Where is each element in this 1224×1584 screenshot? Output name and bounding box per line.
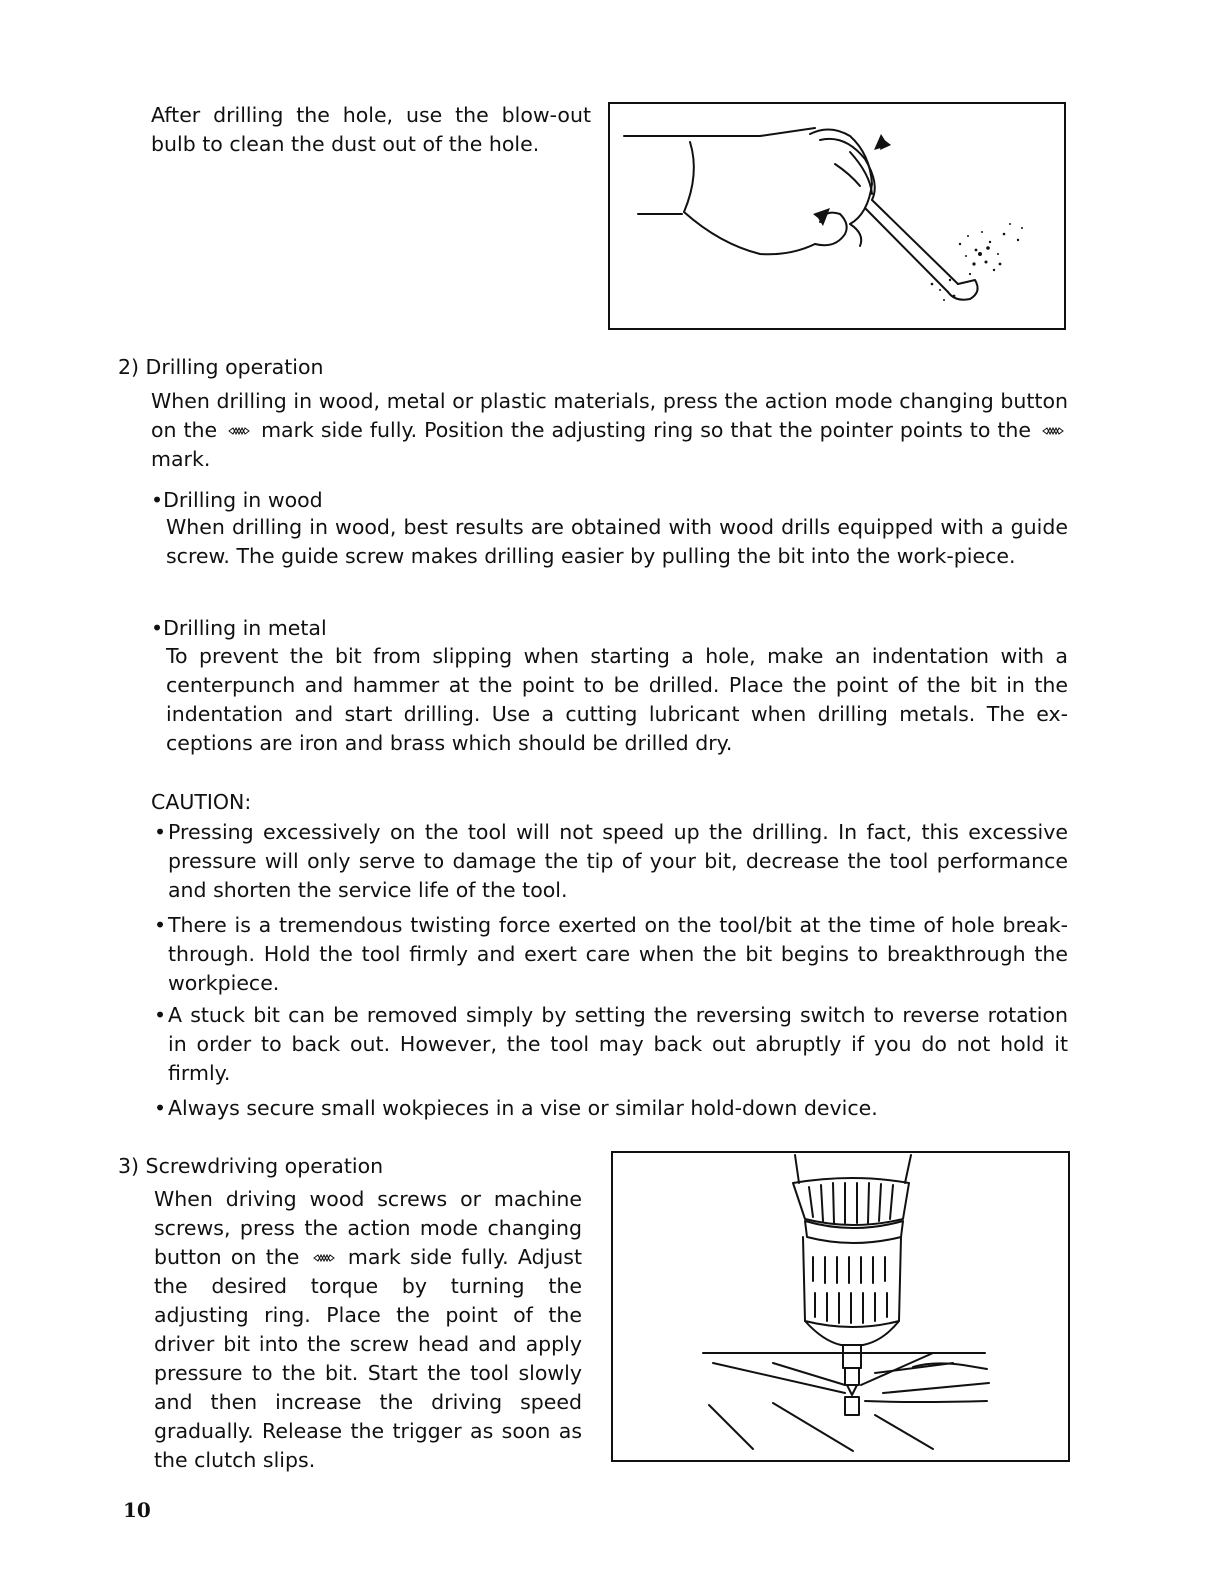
bullet-icon: • [151,488,164,512]
section-3-heading: 3) Screwdriving operation [118,1154,384,1178]
bullet-icon: • [151,616,164,640]
intro-paragraph [151,101,591,159]
section-2-text-a: When drilling in wood, metal or plastic materials, press the action mode changing button on the [151,389,1068,442]
section-2-text-b: mark side fully. Position the adjusting ring so that the pointer points to the [261,418,1031,442]
intro-text: After drilling the hole, use the blow-out bulb to clean the dust out of the hole. [151,103,591,156]
caution-item [154,818,1068,905]
section-3-text-b: mark side fully. Adjust the desired torque by turning the adjusting ring. Place the point of the driver bit into the screw head and apply pressure to the bit. Start the tool slowly and then increase the driving speed gradually. Release the trigger as soon as the clutch slips. [154,1245,582,1472]
bullet-icon: • [154,1003,167,1027]
drill-mode-mark-icon [228,426,250,436]
bullet-icon: • [154,1096,167,1120]
caution-heading: CAUTION: [151,790,252,814]
section-2-heading: 2) Drilling operation [118,355,324,379]
caution-item [154,1001,1068,1088]
bullet-icon: • [154,820,167,844]
blow-out-bulb-illustration [610,104,1064,328]
section-2-paragraph [151,387,1068,474]
caution-item-text: Pressing excessively on the tool will not speed up the drilling. In fact, this excessive pressure will only serve to damage the tip of your bit, decrease the tool performance and shorten the service life of the tool. [168,820,1068,902]
drill-mode-mark-icon [313,1253,335,1263]
section-3-paragraph [154,1185,582,1475]
drilling-in-metal-text: To prevent the bit from slipping when starting a hole, make an indentation with a centerpunch and hammer at the point to be drilled. Place the point of the bit in the indentation and start drilling. Use a cutting lubricant when drilling metals. The ex-ceptions are iron and brass which should be drilled dry. [166,644,1068,755]
drilling-in-metal-title: Drilling in metal [163,616,327,640]
section-3-text-a: When driving wood screws or machine screws, press the action mode changing button on the [154,1187,582,1269]
page-number: 10 [123,1498,151,1522]
drill-mode-mark-icon [1042,426,1064,436]
caution-item [154,911,1068,998]
caution-item [154,1094,1068,1123]
drilling-in-wood-title: Drilling in wood [163,488,323,512]
screwdriving-figure [611,1151,1070,1462]
drilling-in-metal-heading [151,614,327,643]
bullet-icon: • [154,913,167,937]
caution-item-text: There is a tremendous twisting force exerted on the tool/bit at the time of hole break-through. Hold the tool firmly and exert care when the bit begins to breakthrough the workpiece. [168,913,1068,995]
caution-item-text: Always secure small wokpieces in a vise or similar hold-down device. [168,1096,878,1120]
drilling-in-wood-heading [151,486,323,515]
blow-out-bulb-figure [608,102,1066,330]
caution-item-text: A stuck bit can be removed simply by setting the reversing switch to reverse rotation in order to back out. However, the tool may back out abruptly if you do not hold it firmly. [168,1003,1068,1085]
section-2-text-c: mark. [151,447,211,471]
screwdriving-illustration [613,1153,1068,1460]
drilling-in-wood-text: When drilling in wood, best results are obtained with wood drills equipped with a guide screw. The guide screw makes drilling easier by pulling the bit into the work-piece. [166,515,1068,568]
